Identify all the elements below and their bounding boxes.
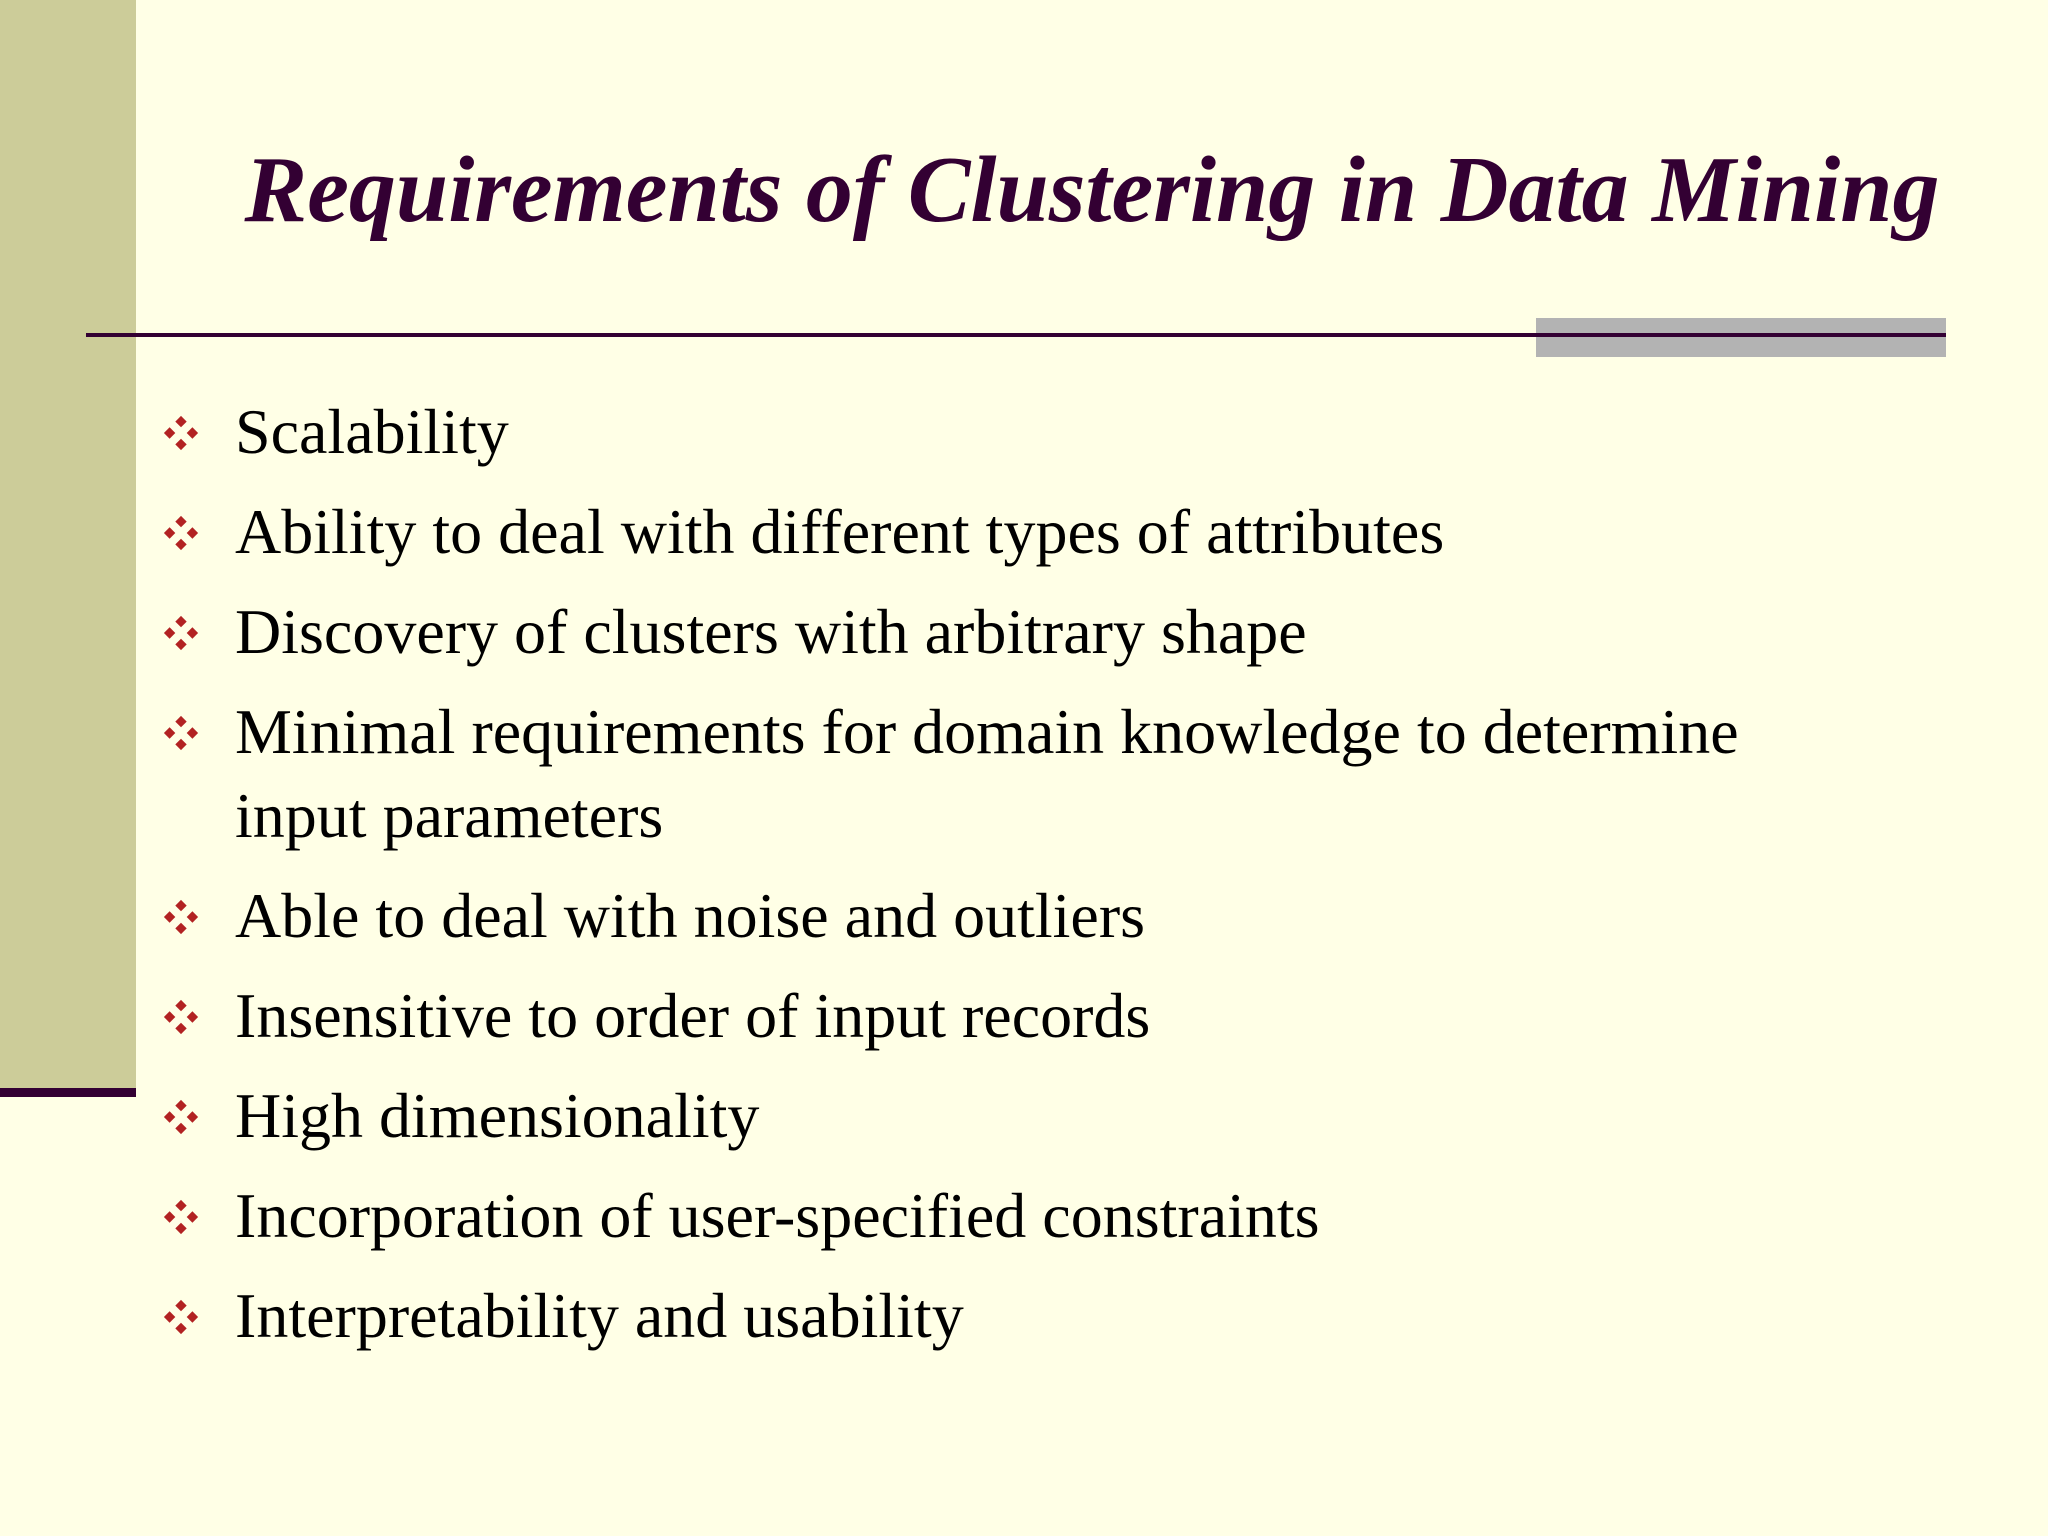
bullet-text: Discovery of clusters with arbitrary shape [235, 596, 1307, 667]
title-divider-block-line [1536, 333, 1946, 337]
four-diamond-bullet-icon [162, 414, 200, 452]
slide-title: Requirements of Clustering in Data Mining [244, 138, 1940, 242]
four-diamond-bullet-icon [162, 898, 200, 936]
bullet-text: Able to deal with noise and outliers [235, 880, 1146, 951]
four-diamond-bullet-icon [162, 714, 200, 752]
bullet-item [160, 590, 1960, 674]
bullet-text: High dimensionality [235, 1080, 760, 1151]
bullet-text: Interpretability and usability [235, 1280, 964, 1351]
bullet-item [160, 1174, 1960, 1258]
four-diamond-bullet-icon [162, 998, 200, 1036]
bullet-item [160, 1274, 1960, 1358]
bullet-item [160, 390, 1960, 474]
four-diamond-bullet-icon [162, 614, 200, 652]
left-accent-bar [0, 0, 136, 1088]
title-divider-block [1536, 318, 1946, 357]
bullet-text: Scalability [235, 396, 509, 467]
bullet-item [160, 874, 1960, 958]
bullet-text: Minimal requirements for domain knowledge to determine input parameters [235, 696, 1739, 851]
bullet-text: Ability to deal with different types of attributes [235, 496, 1445, 567]
bullet-item [160, 690, 1960, 858]
bullet-item [160, 1074, 1960, 1158]
four-diamond-bullet-icon [162, 1098, 200, 1136]
bullet-item [160, 974, 1960, 1058]
bullet-list [160, 390, 1960, 1374]
four-diamond-bullet-icon [162, 1198, 200, 1236]
bullet-text: Incorporation of user-specified constraints [235, 1180, 1320, 1251]
four-diamond-bullet-icon [162, 514, 200, 552]
bullet-text: Insensitive to order of input records [235, 980, 1151, 1051]
left-accent-bar-underline [0, 1088, 136, 1097]
four-diamond-bullet-icon [162, 1298, 200, 1336]
bullet-item [160, 490, 1960, 574]
